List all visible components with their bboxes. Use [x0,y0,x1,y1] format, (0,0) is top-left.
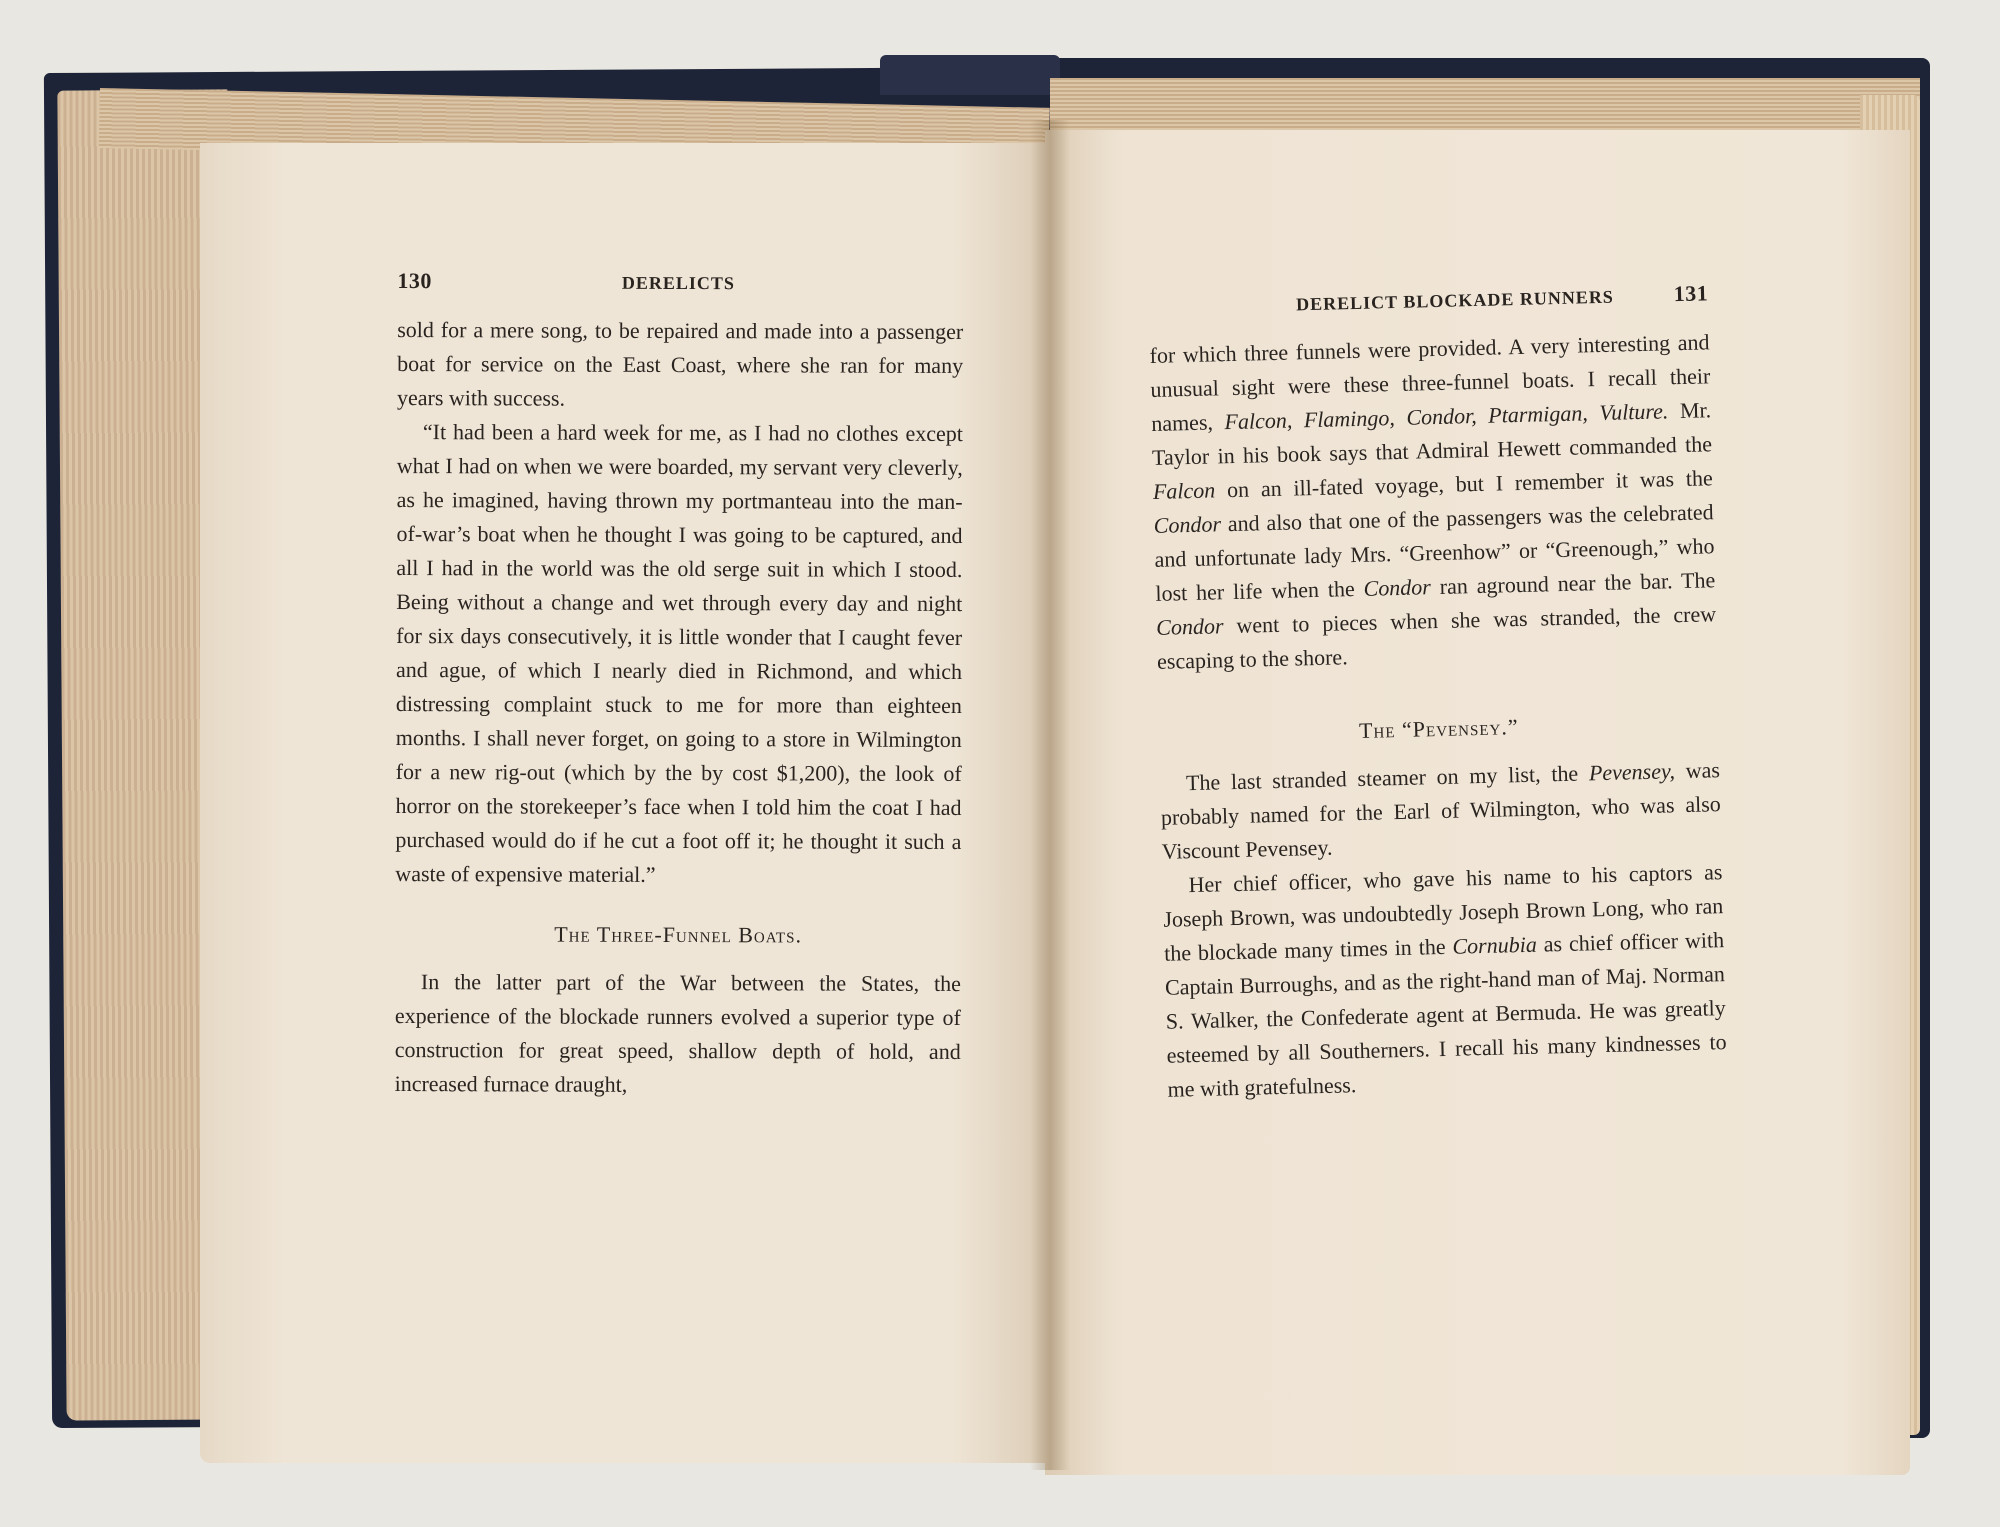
right-paragraph-1: for which three funnels were provided. A very interesting and unusual sight were these three-funnel boats. I recall their names, Falcon, Flamingo, Condor, Ptarmigan, Vulture. Mr. Taylor in his book says that Admiral Hewett commanded the Falcon on an ill-fated voyage, but I remember it was the Condor and also that one of the passengers was the celebrated and unfortunate lady Mrs. “Greenhow” or “Greenough,” who lost her life when the Condor ran aground near the bar. The Condor went to pieces when she was stranded, the crew escaping to the shore. [1149,329,1717,674]
right-page-text [1148,276,1728,1106]
gutter-shadow [1030,120,1070,1470]
left-running-head [397,264,963,301]
left-running-title: DERELICTS [621,272,735,294]
page-edges-top-right [1050,78,1920,138]
left-paragraph-3: In the latter part of the War between the States, the experience of the blockade runners evolved a superior type of construction for great speed, shallow depth of hold, and increased furnace draught, [394,969,961,1097]
section-heading-three-funnel: The Three-Funnel Boats. [554,921,803,948]
right-page-number: 131 [1673,280,1709,307]
right-running-title: DERELICT BLOCKADE RUNNERS [1295,286,1615,315]
left-paragraph-2: “It had been a hard week for me, as I had no clothes except what I had on when we were boarded, my servant very cleverly, as he imagined, having thrown my portmanteau into the man-of-war’s boat when he thought I was going to be captured, and all I had in the world was the old serge suit in which I stood. Being without a change and wet through every day and night for six days consecutively, it is little wonder that I caught fever and ague, of which I nearly died in Richmond, and which distressing complaint stuck to me for more than eighteen months. I shall never forget, on going to a store in Wilmington for a new rig-out (which by the by cost $1,200), the look of horror on the storekeeper’s face when I told him the coat I had purchased would do if he cut a foot off it; he thought it such a waste of expensive material.” [395,419,963,887]
right-paragraph-3: Her chief officer, who gave his name to his captors as Joseph Brown, was undoubtedly Joseph Brown Long, who ran the blockade many times in the Cornubia as chief officer with Captain Burroughs, and as the right-hand man of Maj. Norman S. Walker, the Confederate agent at Bermuda. He was greatly esteemed by all Southerners. I recall his many kindnesses to me with gratefulness. [1163,859,1727,1102]
left-page-text [395,264,964,1103]
section-heading-pevensey: The “Pevensey.” [1358,714,1519,743]
book-spine [880,55,1060,95]
left-paragraph-1: sold for a mere song, to be repaired and made into a passenger boat for service on the East Coast, where she ran for many years with success. [396,317,964,411]
left-page-number: 130 [397,268,432,294]
right-paragraph-2: The last stranded steamer on my list, the Pevensey, was probably named for the Earl of Wilmington, who was also Viscount Pevensey. [1160,757,1722,864]
